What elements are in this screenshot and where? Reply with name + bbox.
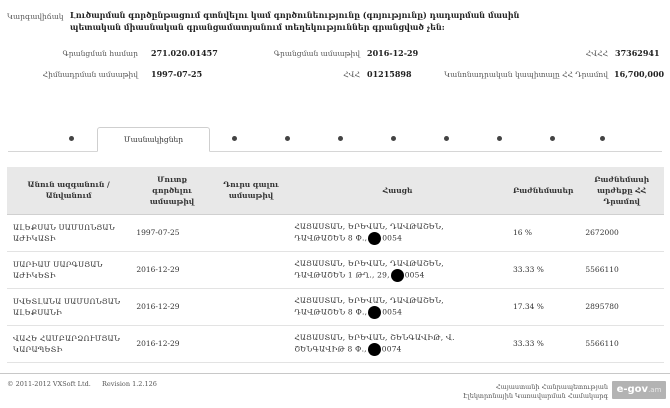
address-line-2: ՇԵՆԳԱՎԻԹ 8 Փ., bbox=[294, 344, 367, 353]
tab-dot-8[interactable] bbox=[550, 136, 555, 141]
hvh-value: 01215898 bbox=[367, 69, 412, 79]
cell-name: ԱԼԵՔՍԱՆ ՍԱՄՍՈՆՅԱՆ ԱԺԻԿԱՏԻ bbox=[13, 222, 115, 243]
col-header-exit-date: Դուրս գալու ամսաթիվ bbox=[223, 180, 279, 201]
col-header-address: Հասցե bbox=[382, 185, 413, 195]
postal-code: 0054 bbox=[382, 307, 403, 316]
cell-exit-date bbox=[214, 325, 289, 362]
cell-shares: 33.33 % bbox=[512, 339, 544, 348]
org-name bbox=[448, 383, 608, 401]
reg-date-label: Գրանցման ամսաթիվ bbox=[273, 49, 360, 58]
cell-share-value: 2895780 bbox=[585, 302, 619, 311]
cell-address bbox=[288, 214, 507, 251]
address-line-1: ՀԱՅԱՍՏԱՆ, ԵՐԵՎԱՆ, ԴԱՎԹԱՇԵՆ, bbox=[294, 295, 444, 305]
table-row bbox=[7, 288, 664, 325]
address-line-1: ՀԱՅԱՍՏԱՆ, ԵՐԵՎԱՆ, ՇԵՆԳԱՎԻԹ, Վ. bbox=[294, 332, 455, 342]
cell-address bbox=[288, 288, 507, 325]
hvhh-value: 37362941 bbox=[615, 48, 660, 58]
founding-date-value: 1997-07-25 bbox=[151, 69, 203, 79]
cell-address bbox=[288, 251, 507, 288]
tab-dot-6[interactable] bbox=[444, 136, 449, 141]
status-label: Կարգավիճակ bbox=[7, 12, 64, 21]
cell-exit-date bbox=[214, 288, 289, 325]
tab-dot-1[interactable] bbox=[69, 136, 74, 141]
col-header-entry-date: Մուտք գործելու ամսաթիվ bbox=[149, 174, 195, 206]
cell-entry-date: 2016-12-29 bbox=[136, 302, 180, 311]
capital-value: 16,700,000 bbox=[614, 69, 665, 79]
address-line-1: ՀԱՅԱՍՏԱՆ, ԵՐԵՎԱՆ, ԴԱՎԹԱՇԵՆ, bbox=[294, 221, 444, 231]
address-line-1: ՀԱՅԱՍՏԱՆ, ԵՐԵՎԱՆ, ԴԱՎԹԱՇԵՆ, bbox=[294, 258, 444, 268]
reg-date-value: 2016-12-29 bbox=[367, 48, 419, 58]
tab-dot-9[interactable] bbox=[600, 136, 605, 141]
tab-dot-3[interactable] bbox=[285, 136, 290, 141]
cell-exit-date bbox=[214, 251, 289, 288]
postal-code: 0054 bbox=[404, 270, 425, 279]
org-name-line-1: Հայաստանի Հանրապետության bbox=[495, 383, 608, 391]
egov-logo[interactable] bbox=[612, 381, 666, 399]
status-text: Լուծարման գործընթացում գտնվելու կամ գործունեությունը (գոյությունը) դադարման մասին պետական միասնական գրանցամատյանում տեղեկություններ գրանցված չեն: bbox=[70, 10, 520, 32]
tab-dot-5[interactable] bbox=[391, 136, 396, 141]
cell-entry-date: 1997-07-25 bbox=[136, 228, 180, 237]
revision-text: Revision 1.2.126 bbox=[102, 380, 157, 388]
redaction-mark bbox=[391, 269, 404, 282]
cell-share-value: 5566110 bbox=[585, 339, 619, 348]
footer-divider bbox=[0, 373, 670, 374]
cell-name: ՎԱՀԵ ՀԱՄԲԱՐՁՈՒՄՅԱՆ ԿԱՐԱՊԵՏԻ bbox=[13, 333, 120, 354]
reg-number-label: Գրանցման համար bbox=[62, 49, 138, 58]
tab-dot-4[interactable] bbox=[338, 136, 343, 141]
table-header-row bbox=[7, 167, 664, 214]
table-row bbox=[7, 325, 664, 362]
cell-address bbox=[288, 325, 507, 362]
cell-share-value: 5566110 bbox=[585, 265, 619, 274]
cell-exit-date bbox=[214, 214, 289, 251]
company-header bbox=[0, 0, 670, 125]
col-header-share-value: Բաժնեմասի արժեքը ՀՀ Դրամով bbox=[594, 174, 650, 206]
address-line-2: ԴԱՎԹԱՇԵՆ 8 Փ., bbox=[294, 307, 368, 316]
hvh-label: ՀՎՀ bbox=[343, 70, 360, 79]
postal-code: 0074 bbox=[381, 344, 402, 353]
table-row bbox=[7, 251, 664, 288]
participants-table bbox=[7, 167, 664, 363]
tab-dot-7[interactable] bbox=[497, 136, 502, 141]
address-line-2: ԴԱՎԹԱՇԵՆ 8 Փ., bbox=[294, 233, 368, 242]
cell-share-value: 2672000 bbox=[585, 228, 619, 237]
cell-shares: 16 % bbox=[512, 228, 533, 237]
cell-name: ՍԱՐԻԱՄ ՍԱՐԳՍՅԱՆ ԱԺԻԿԵՏԻ bbox=[13, 259, 103, 280]
reg-number-value: 271.020.01457 bbox=[151, 48, 218, 58]
org-name-line-2: Էլեկտրոնային Կառավարման Համակարգ bbox=[462, 392, 608, 400]
address-line-2: ԴԱՎԹԱՇԵՆ 1 ԹՂ., 29, bbox=[294, 270, 390, 279]
hvhh-label: ՀՎՀՀ bbox=[585, 49, 608, 58]
copyright-text: © 2011-2012 VXSoft Ltd. bbox=[7, 380, 91, 388]
redaction-mark bbox=[368, 343, 381, 356]
table-row bbox=[7, 214, 664, 251]
cell-name: ՍՎԵՏԼԱՆԱ ՍԱՄՍՈՆՅԱՆ ԱԼԵՔՍԱՆԻ bbox=[13, 296, 121, 317]
egov-logo-main: e-gov bbox=[616, 384, 649, 395]
egov-logo-suffix: .am bbox=[648, 386, 662, 394]
postal-code: 0054 bbox=[382, 233, 403, 242]
founding-date-label: Հիմնադրման ամսաթիվ bbox=[42, 70, 138, 79]
cell-entry-date: 2016-12-29 bbox=[136, 339, 180, 348]
col-header-name: Անուն ազգանուն / Անվանում bbox=[27, 180, 110, 201]
col-header-shares: Բաժնեմասեր bbox=[512, 185, 574, 195]
tab-dot-2[interactable] bbox=[232, 136, 237, 141]
cell-shares: 17.34 % bbox=[512, 302, 544, 311]
capital-label: Կանոնադրական կապիտալը ՀՀ Դրամով bbox=[444, 70, 608, 79]
redaction-mark bbox=[368, 232, 381, 245]
redaction-mark bbox=[368, 306, 381, 319]
cell-entry-date: 2016-12-29 bbox=[136, 265, 180, 274]
cell-shares: 33.33 % bbox=[512, 265, 544, 274]
tab-participants[interactable]: Մասնակիցներ bbox=[97, 127, 210, 152]
